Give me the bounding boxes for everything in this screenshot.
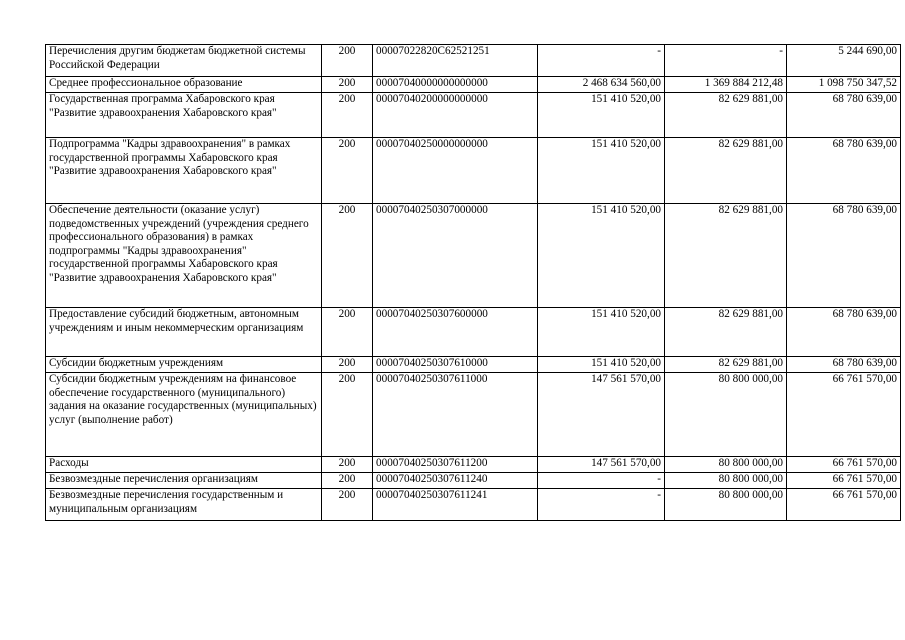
row-code: 200 bbox=[322, 204, 373, 308]
row-kbk: 00007040000000000000 bbox=[373, 77, 538, 93]
row-value-2: 80 800 000,00 bbox=[665, 457, 787, 473]
row-value-1: 151 410 520,00 bbox=[538, 93, 665, 138]
row-kbk: 00007040250000000000 bbox=[373, 138, 538, 204]
row-code: 200 bbox=[322, 93, 373, 138]
row-code: 200 bbox=[322, 373, 373, 457]
row-code: 200 bbox=[322, 138, 373, 204]
row-kbk: 00007040250307000000 bbox=[373, 204, 538, 308]
row-kbk: 00007040250307611240 bbox=[373, 473, 538, 489]
table-row bbox=[46, 357, 901, 373]
row-value-1: 151 410 520,00 bbox=[538, 138, 665, 204]
row-value-3: 68 780 639,00 bbox=[787, 357, 901, 373]
row-value-3: 66 761 570,00 bbox=[787, 489, 901, 521]
row-value-3: 5 244 690,00 bbox=[787, 45, 901, 77]
row-value-3: 68 780 639,00 bbox=[787, 204, 901, 308]
row-value-2: 80 800 000,00 bbox=[665, 489, 787, 521]
row-value-1: 147 561 570,00 bbox=[538, 457, 665, 473]
row-kbk: 00007022820C62521251 bbox=[373, 45, 538, 77]
row-name: Безвозмездные перечисления организациям bbox=[46, 473, 322, 489]
row-value-1: 147 561 570,00 bbox=[538, 373, 665, 457]
row-value-2: 82 629 881,00 bbox=[665, 357, 787, 373]
row-value-1: 151 410 520,00 bbox=[538, 357, 665, 373]
row-kbk: 00007040250307611200 bbox=[373, 457, 538, 473]
row-value-1: - bbox=[538, 473, 665, 489]
table-row bbox=[46, 489, 901, 521]
row-value-3: 66 761 570,00 bbox=[787, 457, 901, 473]
row-code: 200 bbox=[322, 457, 373, 473]
row-code: 200 bbox=[322, 308, 373, 357]
row-value-2: 82 629 881,00 bbox=[665, 204, 787, 308]
row-value-2: 82 629 881,00 bbox=[665, 93, 787, 138]
row-name: Перечисления другим бюджетам бюджетной системы Российской Федерации bbox=[46, 45, 322, 77]
row-value-2: 82 629 881,00 bbox=[665, 308, 787, 357]
row-value-3: 68 780 639,00 bbox=[787, 93, 901, 138]
table-row bbox=[46, 204, 901, 308]
table-row bbox=[46, 373, 901, 457]
row-name: Государственная программа Хабаровского края "Развитие здравоохранения Хабаровского края" bbox=[46, 93, 322, 138]
row-code: 200 bbox=[322, 473, 373, 489]
row-name: Среднее профессиональное образование bbox=[46, 77, 322, 93]
row-value-1: 151 410 520,00 bbox=[538, 308, 665, 357]
row-name: Подпрограмма "Кадры здравоохранения" в рамках государственной программы Хабаровского края "Развитие здравоохранения Хабаровского края" bbox=[46, 138, 322, 204]
row-value-3: 68 780 639,00 bbox=[787, 308, 901, 357]
row-value-1: - bbox=[538, 45, 665, 77]
row-name: Обеспечение деятельности (оказание услуг) подведомственных учреждений (учреждения среднего профессионального образования) в рамках подпрограммы "Кадры здравоохранения" государственной программы Хабаровского края "Развитие здравоохранения Хабаровского края" bbox=[46, 204, 322, 308]
table-row bbox=[46, 45, 901, 77]
row-kbk: 00007040250307610000 bbox=[373, 357, 538, 373]
row-name: Расходы bbox=[46, 457, 322, 473]
row-code: 200 bbox=[322, 77, 373, 93]
row-value-2: - bbox=[665, 45, 787, 77]
table-row bbox=[46, 77, 901, 93]
row-value-1: 2 468 634 560,00 bbox=[538, 77, 665, 93]
table-row bbox=[46, 457, 901, 473]
table-row bbox=[46, 138, 901, 204]
row-code: 200 bbox=[322, 489, 373, 521]
row-code: 200 bbox=[322, 45, 373, 77]
row-value-2: 1 369 884 212,48 bbox=[665, 77, 787, 93]
row-kbk: 00007040250307600000 bbox=[373, 308, 538, 357]
table-row bbox=[46, 473, 901, 489]
row-value-3: 66 761 570,00 bbox=[787, 473, 901, 489]
row-value-1: - bbox=[538, 489, 665, 521]
row-value-3: 1 098 750 347,52 bbox=[787, 77, 901, 93]
row-kbk: 00007040250307611241 bbox=[373, 489, 538, 521]
row-value-3: 66 761 570,00 bbox=[787, 373, 901, 457]
row-name: Субсидии бюджетным учреждениям на финансовое обеспечение государственного (муниципального) задания на оказание государственных (муниципальных) услуг (выполнение работ) bbox=[46, 373, 322, 457]
row-code: 200 bbox=[322, 357, 373, 373]
row-kbk: 00007040250307611000 bbox=[373, 373, 538, 457]
row-value-1: 151 410 520,00 bbox=[538, 204, 665, 308]
table-body bbox=[46, 45, 901, 521]
row-name: Предоставление субсидий бюджетным, автономным учреждениям и иным некоммерческим организациям bbox=[46, 308, 322, 357]
row-name: Безвозмездные перечисления государственным и муниципальным организациям bbox=[46, 489, 322, 521]
table-row bbox=[46, 308, 901, 357]
row-value-2: 80 800 000,00 bbox=[665, 373, 787, 457]
budget-table bbox=[45, 44, 901, 521]
row-value-2: 82 629 881,00 bbox=[665, 138, 787, 204]
row-value-3: 68 780 639,00 bbox=[787, 138, 901, 204]
row-name: Субсидии бюджетным учреждениям bbox=[46, 357, 322, 373]
table-row bbox=[46, 93, 901, 138]
row-kbk: 00007040200000000000 bbox=[373, 93, 538, 138]
row-value-2: 80 800 000,00 bbox=[665, 473, 787, 489]
